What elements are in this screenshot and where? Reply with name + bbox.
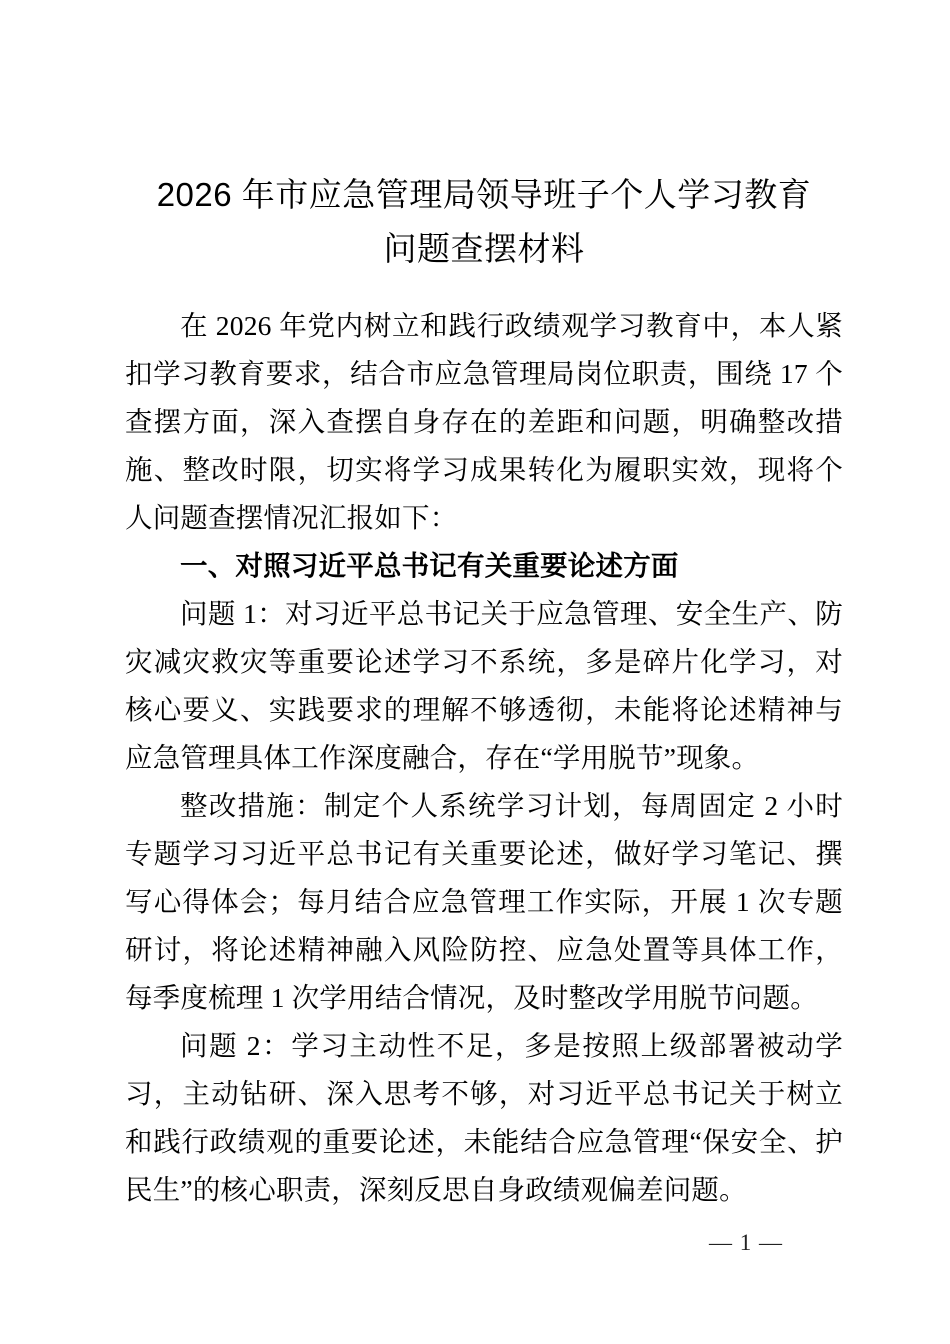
section-heading-1: 一、对照习近平总书记有关重要论述方面	[180, 550, 679, 581]
measure-1-paragraph: 整改措施：制定个人系统学习计划，每周固定 2 小时专题学习习近平总书记有关重要论述，做好学习笔记、撰写心得体会；每月结合应急管理工作实际，开展 1 次专题研讨，将论述精神融入风险防控、应急处置等具体工作，每季度梳理 1 次学用结合情况，及时整改学用脱节问题。	[125, 790, 843, 1013]
problem-1-paragraph: 问题 1：对习近平总书记关于应急管理、安全生产、防灾减灾救灾等重要论述学习不系统，多是碎片化学习，对核心要义、实践要求的理解不够透彻，未能将论述精神与应急管理具体工作深度融合，存在“学用脱节”现象。	[125, 598, 843, 773]
page-title	[125, 168, 843, 276]
document-body	[125, 302, 843, 1214]
page-title-line-1: 2026 年市应急管理局领导班子个人学习教育	[156, 176, 812, 213]
page-title-line-2: 问题查摆材料	[383, 230, 585, 267]
intro-paragraph: 在 2026 年党内树立和践行政绩观学习教育中，本人紧扣学习教育要求，结合市应急管理局岗位职责，围绕 17 个查摆方面，深入查摆自身存在的差距和问题，明确整改措施、整改时限，切实将学习成果转化为履职实效，现将个人问题查摆情况汇报如下：	[125, 310, 843, 533]
problem-2-paragraph: 问题 2：学习主动性不足，多是按照上级部署被动学习，主动钻研、深入思考不够，对习近平总书记关于树立和践行政绩观的重要论述，未能结合应急管理“保安全、护民生”的核心职责，深刻反思自身政绩观偏差问题。	[125, 1030, 843, 1205]
page-number-footer: — 1 —	[709, 1230, 783, 1255]
